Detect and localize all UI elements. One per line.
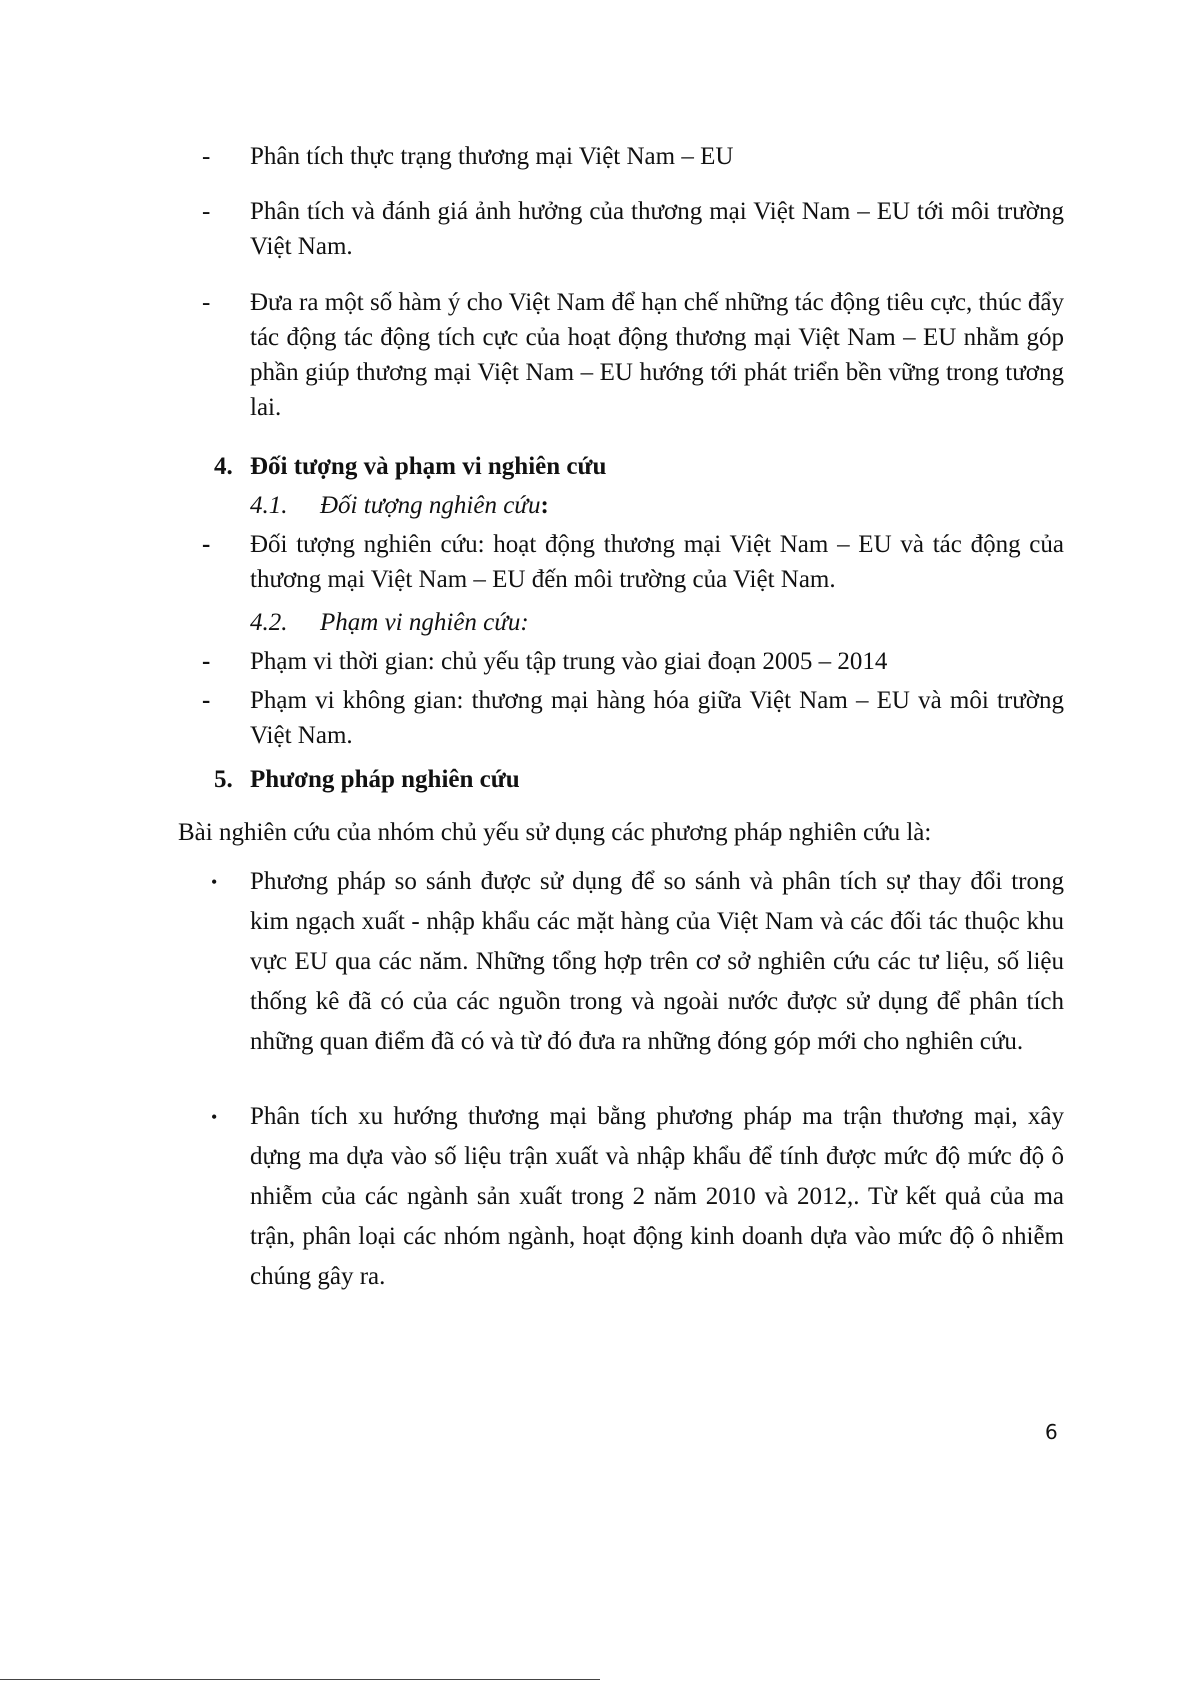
objective-item bbox=[202, 285, 1064, 425]
objective-text: Phân tích thực trạng thương mại Việt Nam – EU bbox=[250, 143, 734, 170]
dash-marker: - bbox=[202, 531, 211, 558]
subsection-colon: : bbox=[540, 492, 549, 519]
objective-item bbox=[202, 194, 1064, 264]
objective-item bbox=[202, 139, 1064, 174]
dash-marker: - bbox=[202, 687, 211, 714]
scope-item bbox=[202, 683, 1064, 753]
section-title: Phương pháp nghiên cứu bbox=[250, 766, 520, 793]
subsection-4-2-heading bbox=[250, 605, 529, 640]
objective-text: Phân tích và đánh giá ảnh hưởng của thương mại Việt Nam – EU tới môi trường Việt Nam. bbox=[250, 198, 1064, 260]
dash-marker: - bbox=[202, 289, 211, 316]
method-bullet bbox=[211, 862, 1064, 1062]
method-bullet bbox=[211, 1097, 1064, 1297]
section-title: Đối tượng và phạm vi nghiên cứu bbox=[250, 453, 607, 480]
section-4-heading bbox=[214, 449, 606, 484]
subsection-number: 4.2. bbox=[250, 609, 288, 636]
subsection-title: Đối tượng nghiên cứu bbox=[320, 492, 541, 519]
footer-divider bbox=[0, 1679, 600, 1680]
objective-text: Đưa ra một số hàm ý cho Việt Nam để hạn chế những tác động tiêu cực, thúc đẩy tác động tác động tích cực của hoạt động thương mại Việt Nam – EU nhằm góp phần giúp thương mại Việt Nam – EU hướng tới phát triển bền vững trong tương lai. bbox=[250, 289, 1064, 421]
bullet-marker: • bbox=[211, 1107, 218, 1127]
methods-intro: Bài nghiên cứu của nhóm chủ yếu sử dụng các phương pháp nghiên cứu là: bbox=[178, 819, 932, 846]
dash-marker: - bbox=[202, 198, 211, 225]
scope-text: Phạm vi thời gian: chủ yếu tập trung vào giai đoạn 2005 – 2014 bbox=[250, 648, 888, 675]
bullet-marker: • bbox=[211, 872, 218, 892]
scope-item bbox=[202, 527, 1064, 597]
scope-text: Phạm vi không gian: thương mại hàng hóa giữa Việt Nam – EU và môi trường Việt Nam. bbox=[250, 687, 1064, 749]
section-number: 5. bbox=[214, 766, 233, 793]
page-number: 6 bbox=[1045, 1420, 1058, 1444]
dash-marker: - bbox=[202, 143, 211, 170]
subsection-4-1-heading bbox=[250, 488, 549, 523]
subsection-number: 4.1. bbox=[250, 492, 288, 519]
section-number: 4. bbox=[214, 453, 233, 480]
subsection-title: Phạm vi nghiên cứu: bbox=[320, 609, 529, 636]
method-text: Phân tích xu hướng thương mại bằng phương pháp ma trận thương mại, xây dựng ma dựa vào số liệu trận xuất và nhập khẩu để tính được mức độ mức độ ô nhiễm của các ngành sản xuất trong 2 năm 2010 và 2012,. Từ kết quả của ma trận, phân loại các nhóm ngành, hoạt động kinh doanh dựa vào mức độ ô nhiễm chúng gây ra. bbox=[250, 1103, 1064, 1290]
method-text: Phương pháp so sánh được sử dụng để so sánh và phân tích sự thay đổi trong kim ngạch xuất - nhập khẩu các mặt hàng của Việt Nam và các đối tác thuộc khu vực EU qua các năm. Những tổng hợp trên cơ sở nghiên cứu các tư liệu, số liệu thống kê đã có của các nguồn trong và ngoài nước được sử dụng để phân tích những quan điểm đã có và từ đó đưa ra những đóng góp mới cho nghiên cứu. bbox=[250, 868, 1064, 1055]
dash-marker: - bbox=[202, 648, 211, 675]
section-5-heading bbox=[214, 762, 520, 797]
scope-item bbox=[202, 644, 1064, 679]
scope-text: Đối tượng nghiên cứu: hoạt động thương mại Việt Nam – EU và tác động của thương mại Việt Nam – EU đến môi trường của Việt Nam. bbox=[250, 531, 1064, 593]
